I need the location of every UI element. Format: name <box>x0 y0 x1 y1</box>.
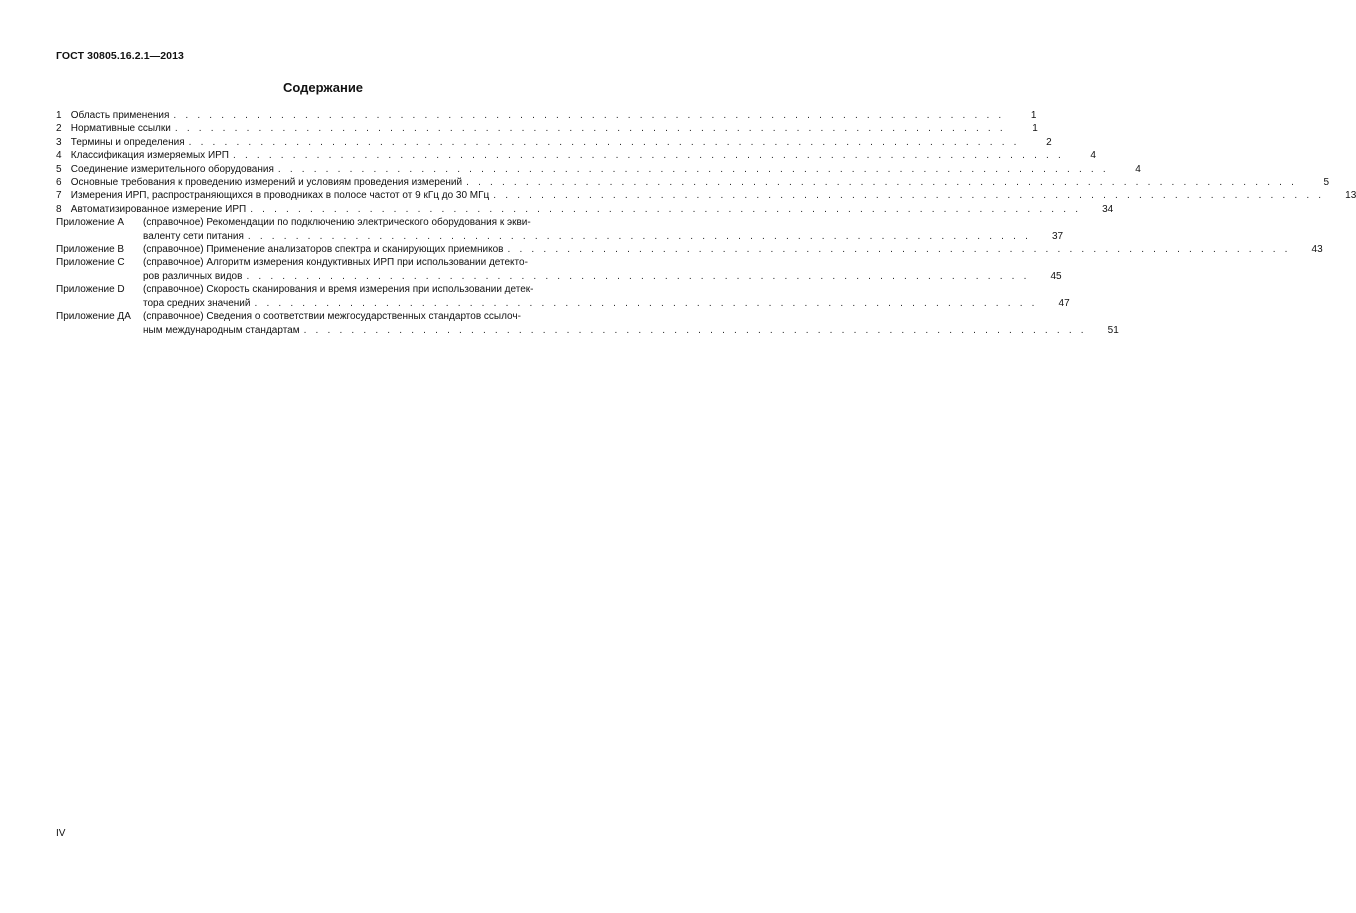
toc-entry-title: Классификация измеряемых ИРП <box>70 150 229 162</box>
toc-entry-title: Нормативные ссылки <box>70 123 171 135</box>
toc-appendix-d[interactable] <box>56 283 1070 310</box>
dot-leader: . . . . . . . . . . . . . . . . . . . . . . . . . . . . . . . . . . . . . . . . . . . . . . . . . . . . . . . . . . . . . . . . . . . . . . <box>493 190 1325 202</box>
toc-entry-4[interactable] <box>56 149 1096 162</box>
toc-entry-page: 47 <box>1058 297 1070 309</box>
toc-entry-page: 43 <box>1311 244 1323 256</box>
toc-entry-5[interactable] <box>56 163 1141 176</box>
dot-leader: . . . . . . . . . . . . . . . . . . . . . . . . . . . . . . . . . . . . . . . . . . . . . . . . . . . . . . . . . . . . . . . . . . . . . . <box>173 110 1005 121</box>
appendix-prefix: Приложение D <box>56 284 125 296</box>
dot-leader: . . . . . . . . . . . . . . . . . . . . . . . . . . . . . . . . . . . . . . . . . . . . . . . . . . . . . . . . . . . . . . . . . . <box>254 297 1038 309</box>
appendix-title-line2: ным международным стандартам <box>143 324 300 336</box>
toc-entry-page: 4 <box>1135 163 1141 175</box>
toc-entry-8[interactable] <box>56 203 1114 216</box>
toc-entry-title: Автоматизированное измерение ИРП <box>70 203 247 215</box>
toc-appendix-b[interactable] <box>56 243 1323 256</box>
table-of-contents <box>56 109 1356 337</box>
dot-leader: . . . . . . . . . . . . . . . . . . . . . . . . . . . . . . . . . . . . . . . . . . . . . . . . . . . . . . . . . . . . . . . . . . . . . . <box>188 136 1020 148</box>
toc-entry-page: 13 <box>1345 190 1356 202</box>
toc-entry-page: 51 <box>1107 324 1119 336</box>
appendix-title-line2: ров различных видов <box>143 270 243 282</box>
toc-entry-number: 5 <box>56 163 62 175</box>
appendix-prefix: Приложение ДА <box>56 311 131 323</box>
dot-leader: . . . . . . . . . . . . . . . . . . . . . . . . . . . . . . . . . . . . . . . . . . . . . . . . . . . . . . . . . . . . . . . . . . . . . . <box>466 177 1298 189</box>
toc-entry-page: 1 <box>1032 123 1038 135</box>
toc-entry-number: 4 <box>56 150 62 162</box>
toc-entry-7[interactable] <box>56 189 1356 202</box>
dot-leader: . . . . . . . . . . . . . . . . . . . . . . . . . . . . . . . . . . . . . . . . . . . . . . . . . . . . . . . . . . . . . . . . . . . . . . <box>232 150 1064 162</box>
appendix-title-line1: (справочное) Сведения о соответствии межгосударственных стандартов ссылоч- <box>143 311 521 323</box>
toc-entry-number: 6 <box>56 177 62 189</box>
toc-entry-number: 1 <box>56 110 62 121</box>
appendix-title-line1: (справочное) Применение анализаторов спектра и сканирующих приемников <box>143 244 504 256</box>
toc-entry-title: Область применения <box>70 110 170 121</box>
toc-entry-title: Термины и определения <box>70 136 185 148</box>
document-code-header: ГОСТ 30805.16.2.1—2013 <box>56 50 184 62</box>
toc-entry-page: 2 <box>1046 136 1052 148</box>
toc-entry-title: Соединение измерительного оборудования <box>70 163 274 175</box>
toc-entry-page: 5 <box>1323 177 1330 189</box>
toc-entry-title: Основные требования к проведению измерений и условиям проведения измерений <box>70 177 463 189</box>
dot-leader: . . . . . . . . . . . . . . . . . . . . . . . . . . . . . . . . . . . . . . . . . . . . . . . . . . . . . . . . . . . . . . . . . . <box>246 270 1030 282</box>
toc-appendix-da[interactable] <box>56 310 1119 337</box>
toc-entry-3[interactable] <box>56 136 1052 149</box>
appendix-prefix: Приложение С <box>56 257 125 269</box>
dot-leader: . . . . . . . . . . . . . . . . . . . . . . . . . . . . . . . . . . . . . . . . . . . . . . . . . . . . . . . . . . . . . . . . . . . . . . <box>250 203 1082 215</box>
toc-entry-number: 3 <box>56 136 62 148</box>
toc-entry-page: 1 <box>1030 110 1037 121</box>
toc-appendix-c[interactable] <box>56 256 1062 283</box>
toc-entry-6[interactable] <box>56 176 1330 189</box>
appendix-prefix: Приложение В <box>56 244 125 256</box>
appendix-title-line2: тора средних значений <box>143 297 251 309</box>
toc-entry-number: 8 <box>56 203 62 215</box>
dot-leader: . . . . . . . . . . . . . . . . . . . . . . . . . . . . . . . . . . . . . . . . . . . . . . . . . . . . . . . . . . . . . . . . . . <box>303 324 1087 336</box>
appendix-title-line1: (справочное) Рекомендации по подключению электрического оборудования к экви- <box>143 217 531 229</box>
appendix-prefix: Приложение А <box>56 217 125 229</box>
appendix-title-line1: (справочное) Скорость сканирования и время измерения при использовании детек- <box>143 284 534 296</box>
dot-leader: . . . . . . . . . . . . . . . . . . . . . . . . . . . . . . . . . . . . . . . . . . . . . . . . . . . . . . . . . . . . . . . . . . . . . . <box>174 123 1006 135</box>
appendix-title-line2: валенту сети питания <box>143 230 244 242</box>
toc-title: Содержание <box>282 80 364 95</box>
toc-entry-1[interactable] <box>56 109 1037 122</box>
page-number: IV <box>56 828 66 839</box>
toc-entry-2[interactable] <box>56 122 1038 135</box>
toc-appendix-a[interactable] <box>56 216 1064 243</box>
toc-entry-number: 7 <box>56 190 62 202</box>
appendix-title-line1: (справочное) Алгоритм измерения кондуктивных ИРП при использовании детекто- <box>143 257 528 269</box>
toc-entry-title: Измерения ИРП, распространяющихся в проводниках в полосе частот от 9 кГц до 30 МГц <box>70 190 490 202</box>
toc-entry-number: 2 <box>56 123 62 135</box>
toc-entry-page: 37 <box>1051 230 1064 242</box>
toc-entry-page: 34 <box>1102 203 1114 215</box>
toc-entry-page: 45 <box>1050 270 1062 282</box>
toc-entry-page: 4 <box>1090 150 1096 162</box>
dot-leader: . . . . . . . . . . . . . . . . . . . . . . . . . . . . . . . . . . . . . . . . . . . . . . . . . . . . . . . . . . . . . . . . . . <box>247 230 1032 242</box>
dot-leader: . . . . . . . . . . . . . . . . . . . . . . . . . . . . . . . . . . . . . . . . . . . . . . . . . . . . . . . . . . . . . . . . . . . . . . <box>277 163 1109 175</box>
dot-leader: . . . . . . . . . . . . . . . . . . . . . . . . . . . . . . . . . . . . . . . . . . . . . . . . . . . . . . . . . . . . . . . . . . <box>507 244 1291 256</box>
